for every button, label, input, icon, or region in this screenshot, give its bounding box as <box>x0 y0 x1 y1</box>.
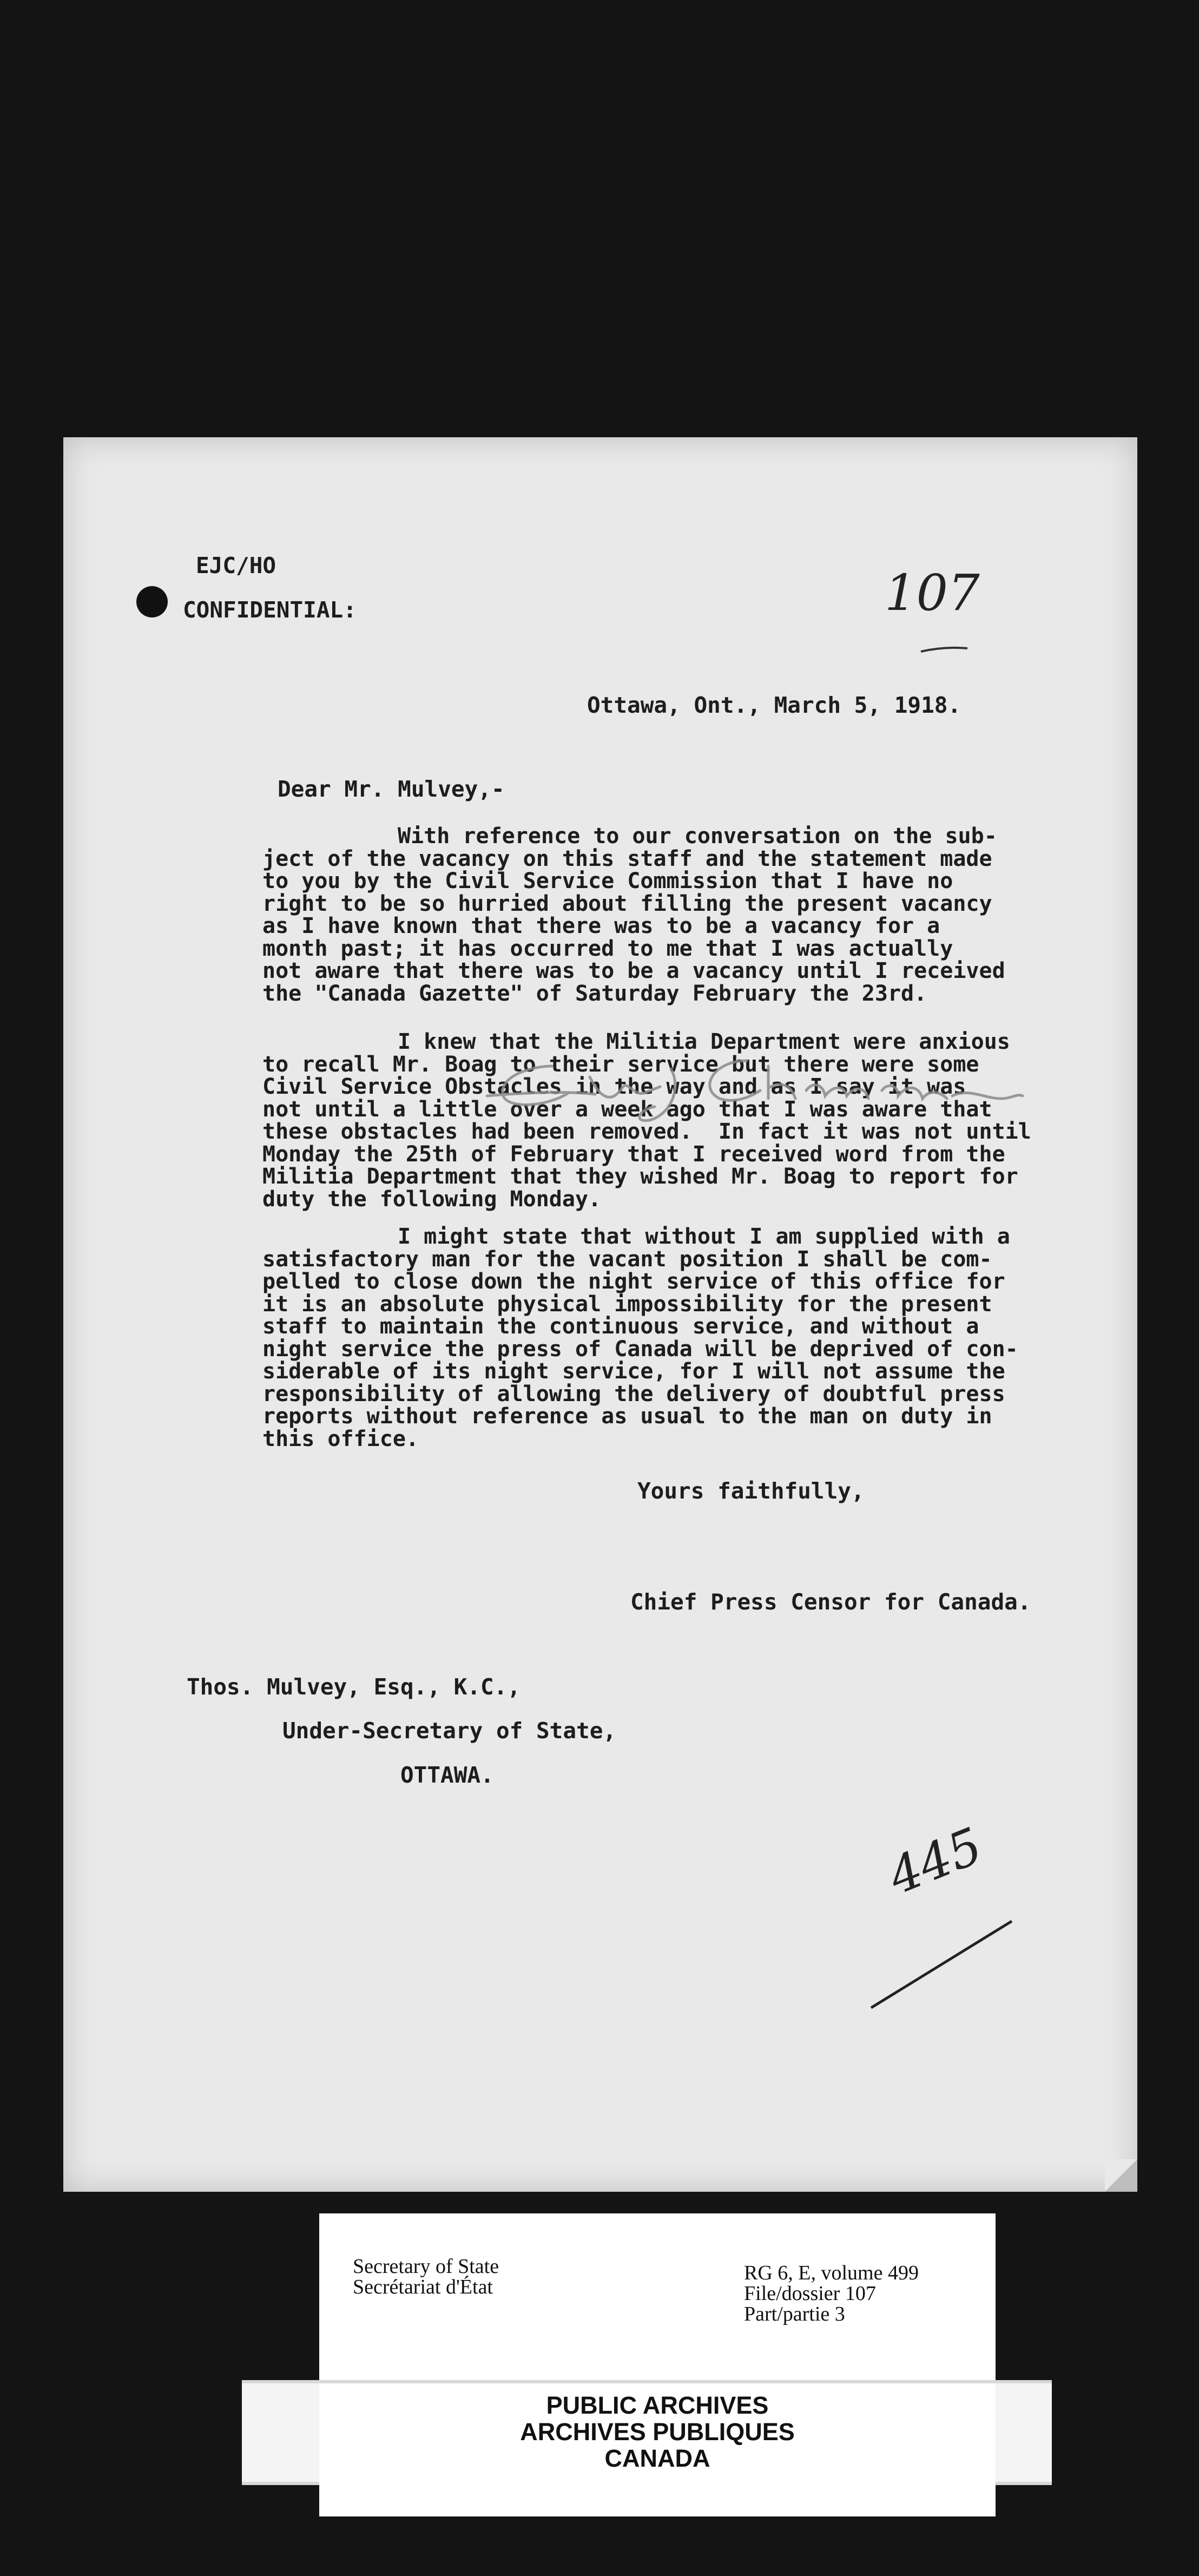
paragraph-line: not aware that there was to be a vacancy until I received <box>262 958 1005 983</box>
part-partie: Part/partie 3 <box>744 2303 845 2325</box>
page-corner-fold <box>1105 2159 1137 2192</box>
handwritten-file-number: 107 <box>885 564 980 622</box>
stamp-number-slash <box>866 1916 1017 2013</box>
paragraph-line: satisfactory man for the vacant position I shall be com- <box>262 1246 992 1272</box>
record-group: RG 6, E, volume 499 <box>744 2262 919 2284</box>
file-dossier: File/dossier 107 <box>744 2282 876 2305</box>
handwritten-signature <box>465 1044 1028 1126</box>
reference-initials: EJC/HO <box>196 553 276 579</box>
paragraph-line: siderable of its night service, for I will not assume the <box>262 1359 1005 1384</box>
paragraph-line: night service the press of Canada will be deprived of con- <box>262 1336 1018 1362</box>
paragraph-line: ject of the vacancy on this staff and the statement made <box>262 846 992 871</box>
paragraph-3 <box>262 1226 1018 1450</box>
paragraph-line: this office. <box>262 1426 419 1451</box>
paragraph-line: to recall Mr. Boag to their service but there were some <box>262 1052 979 1077</box>
paragraph-line: staff to maintain the continuous service, and without a <box>262 1314 979 1339</box>
signature-title: Chief Press Censor for Canada. <box>630 1589 1031 1615</box>
paragraph-line: it is an absolute physical impossibility for the present <box>262 1291 992 1317</box>
addressee-city: OTTAWA. <box>400 1762 494 1788</box>
paragraph-line: I might state that without I am supplied with a <box>398 1224 1010 1249</box>
paragraph-line: reports without reference as usual to the man on duty in <box>262 1404 992 1429</box>
handwritten-stamp-number: 445 <box>880 1816 990 1906</box>
confidential-marking: CONFIDENTIAL: <box>183 597 357 623</box>
archive-label-top <box>319 2213 996 2389</box>
paragraph-line: responsibility of allowing the delivery of doubtful press <box>262 1381 1005 1407</box>
paragraph-line: as I have known that there was to be a vacancy for a <box>262 914 940 938</box>
punch-hole <box>136 586 168 617</box>
paragraph-line: the "Canada Gazette" of Saturday February the 23rd. <box>262 981 927 1006</box>
paragraph-line: these obstacles had been removed. In fact it was not until <box>262 1119 1031 1144</box>
paragraph-line: not until a little over a week ago that I was aware that <box>262 1096 992 1122</box>
archives-fr: ARCHIVES PUBLIQUES <box>520 2418 795 2446</box>
department-fr: Secrétariat d'État <box>353 2276 493 2298</box>
archives-en: PUBLIC ARCHIVES <box>546 2391 769 2419</box>
archives-country: CANADA <box>604 2444 710 2472</box>
salutation: Dear Mr. Mulvey,- <box>278 776 505 802</box>
paragraph-line: pelled to close down the night service of this office for <box>262 1269 1005 1294</box>
file-number-underline <box>920 644 969 655</box>
paragraph-line: Monday the 25th of February that I received word from the <box>262 1141 1005 1167</box>
paragraph-line: month past; it has occurred to me that I was actually <box>262 936 953 961</box>
place-date: Ottawa, Ont., March 5, 1918. <box>587 692 961 718</box>
paragraph-1 <box>262 825 1005 1005</box>
paragraph-line: I knew that the Militia Department were anxious <box>398 1029 1010 1054</box>
department-en: Secretary of State <box>353 2255 499 2278</box>
paragraph-line: Militia Department that they wished Mr. Boag to report for <box>262 1164 1018 1189</box>
addressee-name: Thos. Mulvey, Esq., K.C., <box>187 1674 521 1700</box>
closing: Yours faithfully, <box>637 1478 865 1504</box>
paragraph-line: With reference to our conversation on the sub- <box>398 824 997 849</box>
paragraph-line: right to be so hurried about filling the present vacancy <box>262 891 992 916</box>
addressee-position: Under-Secretary of State, <box>282 1718 617 1744</box>
paragraph-line: to you by the Civil Service Commission that I have no <box>262 869 953 893</box>
paragraph-line: duty the following Monday. <box>262 1186 602 1212</box>
paragraph-line: Civil Service Obstacles in the way and as I say it was <box>262 1074 966 1099</box>
archives-stamp <box>319 2392 996 2472</box>
archive-label-bottom <box>319 2479 996 2516</box>
